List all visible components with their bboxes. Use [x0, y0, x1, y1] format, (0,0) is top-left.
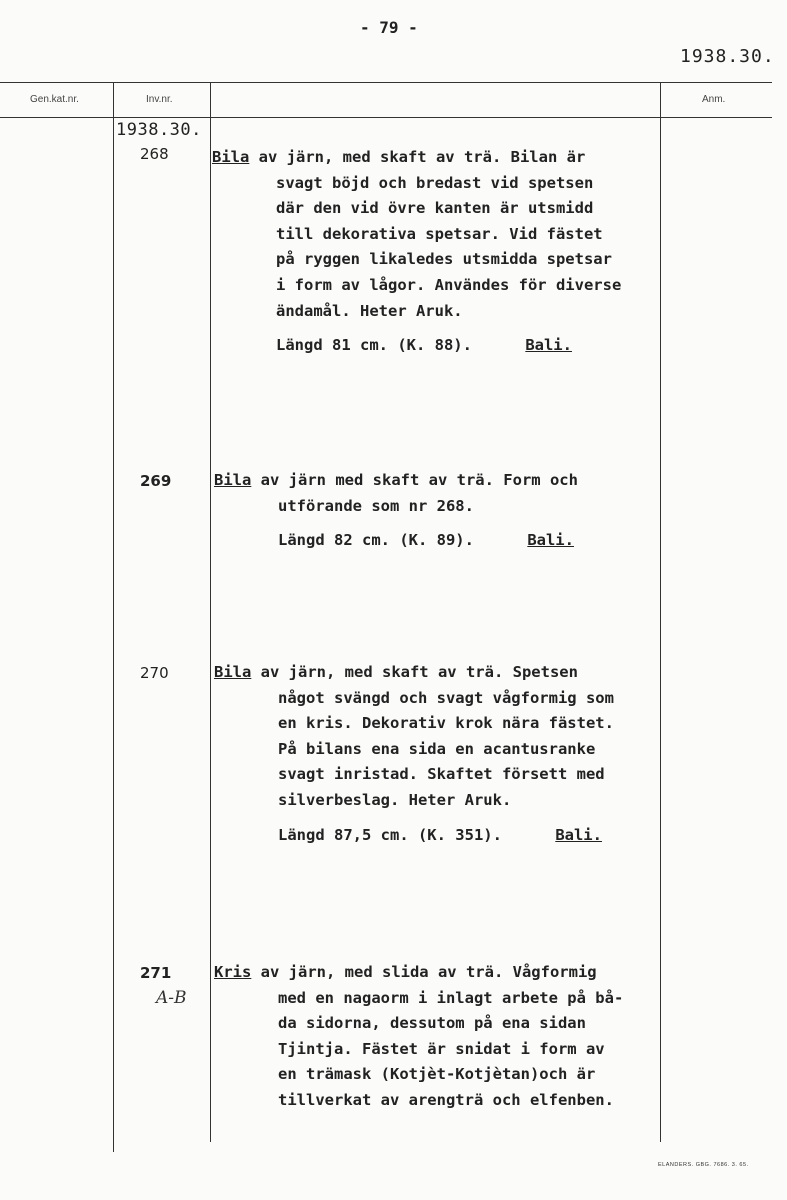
inv-number-269: 269: [140, 472, 172, 490]
entry-line: av järn med skaft av trä. Form och: [260, 471, 578, 489]
accession-number-column: 1938.30.: [116, 120, 202, 140]
entry-line: Tjintja. Fästet är snidat i form av: [278, 1039, 605, 1058]
column-divider-1: [113, 82, 114, 1152]
column-header-inv-nr: Inv.nr.: [146, 94, 173, 105]
entry-line: På bilans ena sida en acantusranke: [278, 739, 596, 758]
entry-lead-word: Bila: [214, 663, 252, 681]
entry-line: en kris. Dekorativ krok nära fästet.: [278, 714, 614, 733]
entry-line: av järn, med skaft av trä. Spetsen: [260, 663, 578, 681]
entry-line: till dekorativa spetsar. Vid fästet: [276, 224, 603, 243]
entry-line: i form av lågor. Användes för diverse: [276, 275, 622, 294]
inv-number-271: 271: [140, 964, 172, 982]
entry-line: på ryggen likaledes utsmidda spetsar: [276, 250, 612, 269]
column-divider-2: [210, 82, 211, 1142]
catalog-entry-271: [214, 960, 623, 1114]
entry-line: utförande som nr 268.: [278, 496, 474, 515]
entry-line: en trämask (Kotjèt-Kotjètan)och är: [278, 1065, 596, 1084]
entry-line: av järn, med skaft av trä. Bilan är: [258, 148, 586, 166]
column-header-anm: Anm.: [702, 94, 726, 105]
entry-lead-word: Bila: [212, 148, 250, 166]
catalog-entry-269: [214, 468, 578, 554]
printer-imprint: ELANDERS. GBG. 7686. 3. 65.: [658, 1162, 749, 1168]
catalog-entry-270: [214, 660, 614, 848]
entry-line: silverbeslag. Heter Aruk.: [278, 790, 512, 809]
entry-lead-word: Kris: [214, 963, 252, 981]
entry-place: Bali.: [555, 825, 602, 844]
entry-line: da sidorna, dessutom på ena sidan: [278, 1014, 586, 1033]
handwritten-note: A-B: [156, 988, 187, 1008]
entry-measure: Längd 81 cm. (K. 88).: [276, 336, 472, 355]
entry-line: ändamål. Heter Aruk.: [276, 301, 463, 320]
inv-number-270: 270: [140, 664, 169, 682]
entry-measure: Längd 82 cm. (K. 89).: [278, 531, 474, 550]
header-rule-top: [0, 82, 772, 83]
entry-lead-word: Bila: [214, 471, 252, 489]
catalog-entry-268: [212, 145, 621, 359]
column-divider-3: [660, 82, 661, 1142]
entry-place: Bali.: [527, 531, 574, 550]
accession-number-header: 1938.30.: [680, 46, 775, 67]
entry-line: tillverkat av arengträ och elfenben.: [278, 1090, 614, 1109]
entry-line: svagt inristad. Skaftet försett med: [278, 765, 605, 784]
entry-measure: Längd 87,5 cm. (K. 351).: [278, 825, 502, 844]
entry-line: där den vid övre kanten är utsmidd: [276, 199, 594, 218]
header-rule-bottom: [0, 117, 772, 118]
entry-line: svagt böjd och bredast vid spetsen: [276, 173, 594, 192]
page-number: - 79 -: [360, 18, 418, 37]
entry-line: av järn, med slida av trä. Vågformig: [260, 963, 597, 981]
inv-number-268: 268: [140, 145, 169, 163]
entry-place: Bali.: [525, 336, 572, 355]
entry-line: något svängd och svagt vågformig som: [278, 688, 614, 707]
entry-line: med en nagaorm i inlagt arbete på bå-: [278, 988, 624, 1007]
column-header-gen-kat-nr: Gen.kat.nr.: [30, 94, 79, 105]
